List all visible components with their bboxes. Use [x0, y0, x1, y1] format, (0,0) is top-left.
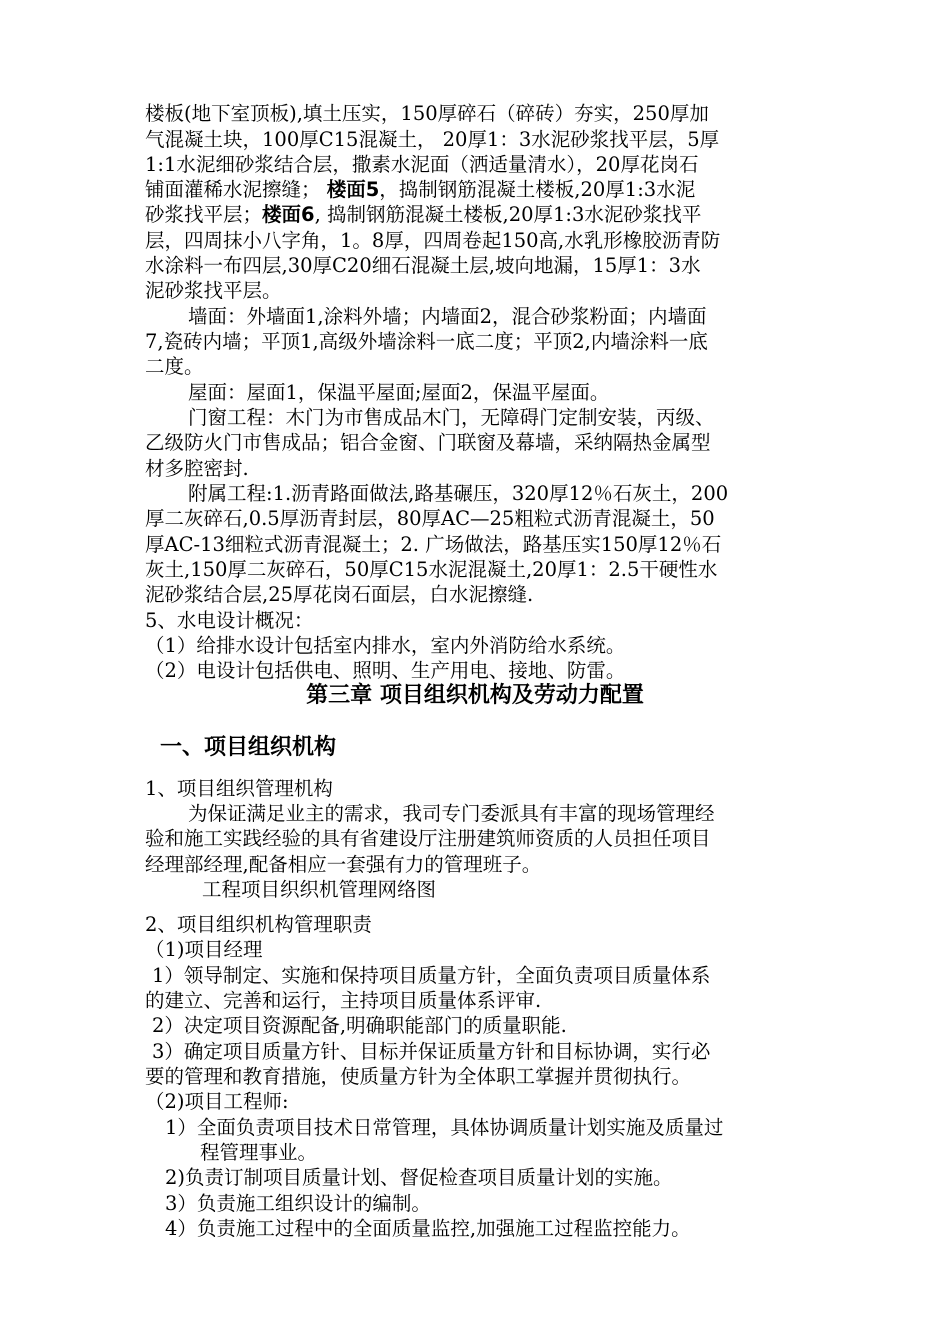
org-heading: 1、项目组织管理机构 — [145, 777, 333, 800]
engineer-duty-3: 3）负责施工组织设计的编制。 — [165, 1192, 431, 1215]
pm-duty-2: 2）决定项目资源配备,明确职能部门的质量职能. — [152, 1014, 567, 1037]
floor-line-2: 气混凝土块，100厚C15混凝土， 20厚1：3水泥砂浆找平层，5厚 — [145, 128, 720, 151]
mep-item-1: （1）给排水设计包括室内排水，室内外消防给水系统。 — [145, 634, 626, 657]
door-line-3: 材多腔密封. — [145, 457, 249, 480]
attach-line-5: 泥砂浆结合层,25厚花岗石面层，白水泥擦缝. — [145, 583, 534, 606]
org-chart-caption: 工程项目织织机管理网络图 — [202, 878, 437, 901]
floor-line-7: 水涂料一布四层,30厚C20细石混凝土层,坡向地漏，15厚1：3水 — [145, 254, 701, 277]
engineer-duty-1-line-1: 1）全面负责项目技术日常管理，具体协调质量计划实施及质量过 — [165, 1116, 724, 1139]
floor-line-3: 1:1水泥细砂浆结合层，撒素水泥面（洒适量清水），20厚花岗石 — [145, 153, 699, 176]
floor-5-text: ，捣制钢筋混凝土楼板,20厚1:3水泥 — [379, 178, 696, 201]
org-paragraph-line-3: 经理部经理,配备相应一套强有力的管理班子。 — [145, 853, 542, 876]
attach-line-1: 附属工程:1.沥青路面做法,路基碾压，320厚12％石灰土，200 — [188, 482, 729, 505]
door-line-1: 门窗工程：木门为市售成品木门，无障碍门定制安装，丙级、 — [188, 406, 715, 429]
wall-line-3: 二度。 — [145, 355, 204, 378]
attach-line-3: 厚AC-13细粒式沥青混凝土；2. 广场做法，路基压实150厚12％石 — [145, 533, 722, 556]
floor-line-5 — [145, 202, 701, 228]
roof-line: 屋面：屋面1，保温平屋面;屋面2，保温平屋面。 — [188, 381, 610, 404]
pm-duty-3-line-2: 要的管理和教育措施，使质量方针为全体职工掌握并贯彻执行。 — [145, 1065, 692, 1088]
attach-line-2: 厚二灰碎石,0.5厚沥青封层，80厚AC—25粗粒式沥青混凝土，50 — [145, 507, 715, 530]
engineer-duty-4: 4）负责施工过程中的全面质量监控,加强施工过程监控能力。 — [165, 1217, 691, 1240]
engineer-duty-1-line-2: 程管理事业。 — [200, 1141, 318, 1164]
chapter-title: 第三章 项目组织机构及劳动力配置 — [306, 683, 644, 708]
floor-6-label: 楼面6 — [262, 203, 315, 226]
org-paragraph-line-2: 验和施工实践经验的具有省建设厅注册建筑师资质的人员担任项目 — [145, 827, 711, 850]
engineer-duty-2: 2)负责订制项目质量计划、督促检查项目质量计划的实施。 — [165, 1166, 673, 1189]
pm-duty-1-line-2: 的建立、完善和运行，主持项目质量体系评审. — [145, 989, 542, 1012]
org-paragraph-line-1: 为保证满足业主的需求，我司专门委派具有丰富的现场管理经 — [188, 802, 715, 825]
pm-duty-1-line-1: 1）领导制定、实施和保持项目质量方针，全面负责项目质量体系 — [152, 964, 711, 987]
attach-line-4: 灰土,150厚二灰碎石，50厚C15水泥混凝土,20厚1：2.5干硬性水 — [145, 558, 718, 581]
mep-heading: 5、水电设计概况： — [145, 609, 314, 632]
floor-line-8: 泥砂浆找平层。 — [145, 279, 282, 302]
wall-line-1: 墙面：外墙面1,涂料外墙；内墙面2，混合砂浆粉面；内墙面 — [188, 305, 707, 328]
floor-line-4 — [145, 177, 695, 203]
floor-line-6: 层，四周抹小八字角，1。8厚，四周卷起150高,水乳形橡胶沥青防 — [145, 229, 721, 252]
door-line-2: 乙级防火门市售成品；铝合金窗、门联窗及幕墙，采纳隔热金属型 — [145, 431, 711, 454]
section-title: 一、项目组织机构 — [160, 735, 337, 760]
wall-line-2: 7,瓷砖内墙；平顶1,高级外墙涂料一底二度；平顶2,内墙涂料一底 — [145, 330, 708, 353]
floor-line-1: 楼板(地下室顶板),填土压实，150厚碎石（碎砖）夯实，250厚加 — [145, 102, 709, 125]
mep-item-2: （2）电设计包括供电、照明、生产用电、接地、防雷。 — [145, 659, 626, 682]
floor-5-label: 楼面5 — [326, 178, 380, 201]
duties-heading: 2、项目组织机构管理职责 — [145, 913, 372, 936]
pm-duty-3-line-1: 3）确定项目质量方针、目标并保证质量方针和目标协调，实行必 — [152, 1040, 711, 1063]
pm-heading: （1)项目经理 — [145, 938, 263, 961]
floor-6-text: , 捣制钢筋混凝土楼板,20厚1:3水泥砂浆找平 — [314, 203, 702, 226]
engineer-heading: （2)项目工程师: — [145, 1090, 289, 1113]
floor-text: 铺面灌稀水泥擦缝； — [145, 178, 321, 201]
floor-text: 砂浆找平层； — [145, 203, 263, 226]
